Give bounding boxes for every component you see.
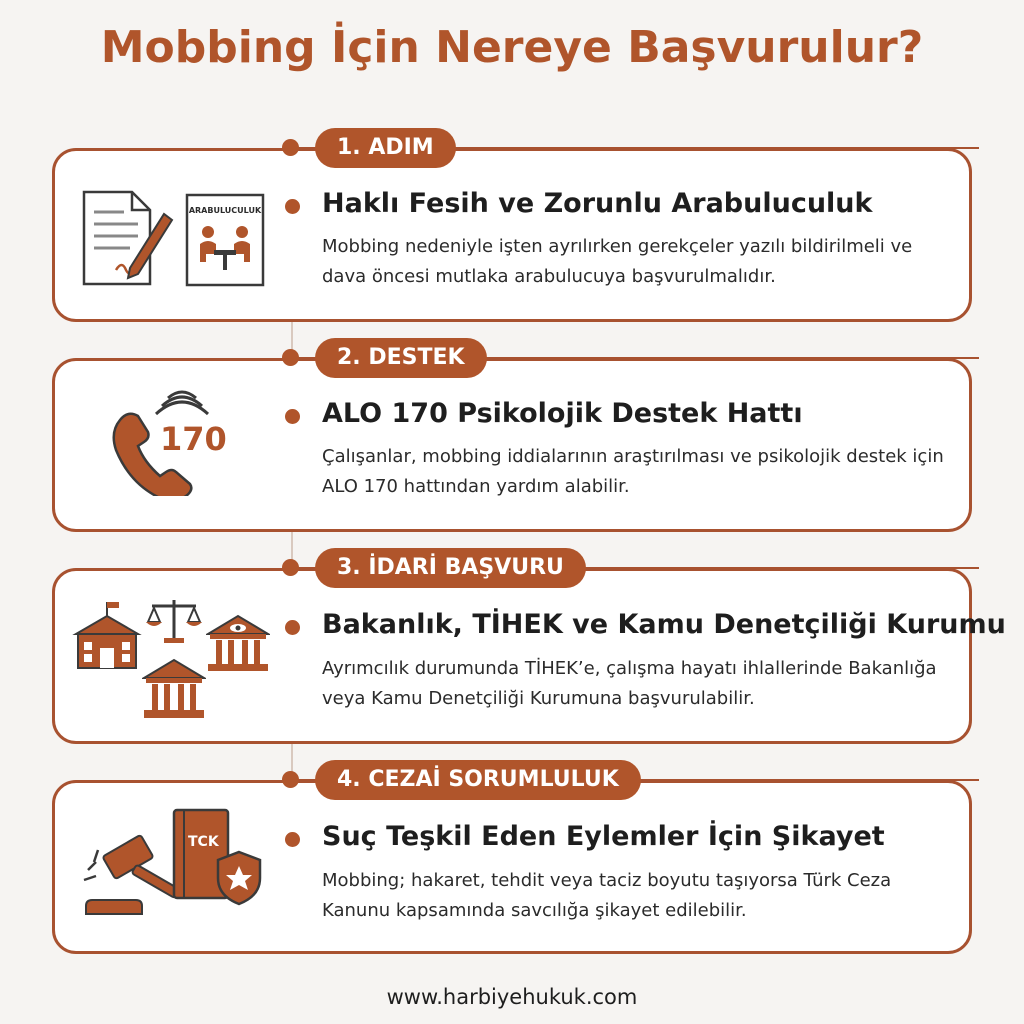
step-badge: 1. ADIM [315,128,456,168]
step-heading: ALO 170 Psikolojik Destek Hattı [322,398,803,429]
timeline-dot [282,559,299,576]
step-heading: Haklı Fesih ve Zorunlu Arabuluculuk [322,188,873,219]
document-signing-icon [80,188,175,288]
heading-dot [285,620,300,635]
step-badge: 4. CEZAİ SORUMLULUK [315,760,641,800]
step-badge: 2. DESTEK [315,338,487,378]
police-badge-icon [214,850,264,906]
step-badge: 3. İDARİ BAŞVURU [315,548,586,588]
page-title: Mobbing İçin Nereye Başvurulur? [100,22,924,73]
timeline-dot [282,139,299,156]
arabuluculuk-label: ARABULUCULUK [188,206,262,215]
timeline-dot [282,771,299,788]
step-heading: Suç Teşkil Eden Eylemler İçin Şikayet [322,821,885,852]
government-building-icon [72,600,142,672]
courthouse-icon [142,656,206,720]
hotline-number: 170 [160,420,227,458]
step-description: Çalışanlar, mobbing iddialarının araştırılması ve psikolojik destek için ALO 170 hattından yardım alabilir. [322,446,944,497]
eye-institution-icon [206,612,270,674]
timeline-dot [282,349,299,366]
scales-of-justice-icon [146,596,202,646]
step-heading: Bakanlık, TİHEK ve Kamu Denetçiliği Kurumu [322,609,1006,640]
footer-website[interactable]: www.harbiyehukuk.com [386,985,638,1009]
step-description: Mobbing; hakaret, tehdit veya taciz boyutu taşıyorsa Türk Ceza Kanunu kapsamında savcılığa şikayet edilebilir. [322,870,892,921]
step-description: Mobbing nedeniyle işten ayrılırken gerekçeler yazılı bildirilmeli ve dava öncesi mutlaka arabulucuya başvurulmalıdır. [322,236,913,287]
heading-dot [285,832,300,847]
step-description: Ayrımcılık durumunda TİHEK’e, çalışma hayatı ihlallerinde Bakanlığa veya Kamu Denetçiliği Kurumuna başvurulabilir. [322,658,937,709]
tck-label: TCK [188,834,219,850]
heading-dot [285,409,300,424]
heading-dot [285,199,300,214]
